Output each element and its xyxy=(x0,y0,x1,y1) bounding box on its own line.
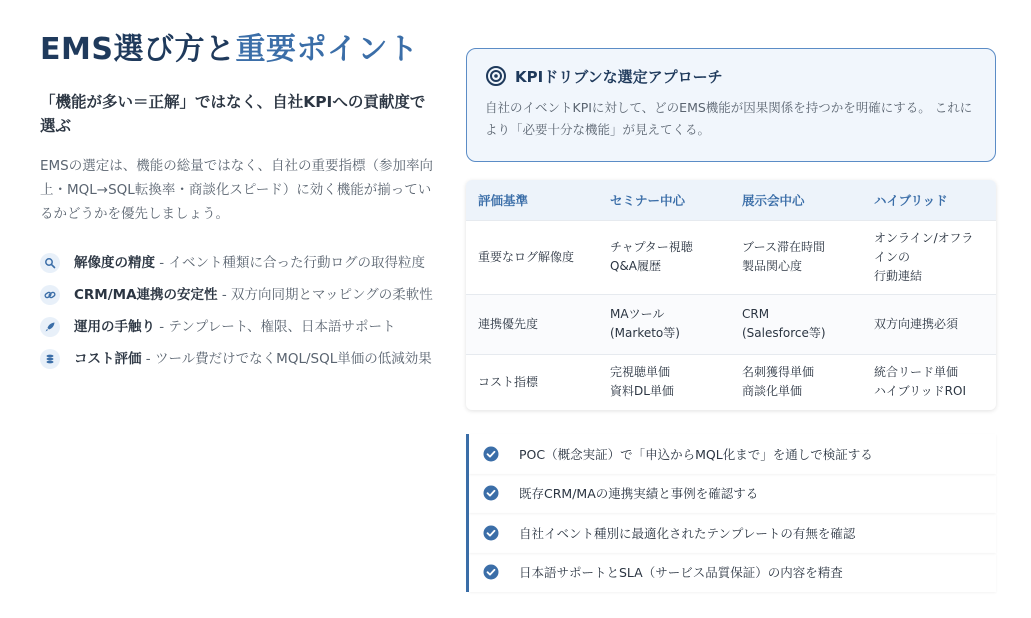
feature-text: 解像度の精度 - イベント種類に合った行動ログの取得粒度 xyxy=(74,255,425,271)
table-row xyxy=(466,294,996,354)
table-cell: ブース滞在時間 製品関心度 xyxy=(730,220,862,294)
coins-icon xyxy=(40,349,60,369)
search-icon xyxy=(40,253,60,273)
table-cell: 重要なログ解像度 xyxy=(466,220,598,294)
table-cell: チャプター視聴 Q&A履歴 xyxy=(598,220,730,294)
table-row xyxy=(466,354,996,410)
feature-item xyxy=(40,252,440,274)
comparison-table xyxy=(466,180,996,410)
feature-text: コスト評価 - ツール費だけでなくMQL/SQL単価の低減効果 xyxy=(74,351,432,367)
checklist-text: 自社イベント種別に最適化されたテンプレートの有無を確認 xyxy=(519,525,856,541)
checklist-item xyxy=(469,474,996,514)
feature-text: 運用の手触り - テンプレート、権限、日本語サポート xyxy=(74,319,396,335)
table-cell: 連携優先度 xyxy=(466,294,598,354)
kpi-callout-body: 自社のイベントKPIに対して、どのEMS機能が因果関係を持つかを明確にする。 これにより「必要十分な機能」が見えてくる。 xyxy=(485,100,973,137)
rocket-icon xyxy=(40,317,60,337)
subtitle: 「機能が多い＝正解」ではなく、自社KPIへの貢献度で選ぶ xyxy=(40,93,426,135)
feature-text: CRM/MA連携の安定性 - 双方向同期とマッピングの柔軟性 xyxy=(74,287,433,303)
table-cell: 名刺獲得単価 商談化単価 xyxy=(730,354,862,410)
table-cell: コスト指標 xyxy=(466,354,598,410)
table-cell: MAツール (Marketo等) xyxy=(598,294,730,354)
description: EMSの選定は、機能の総量ではなく、自社の重要指標（参加率向上・MQL→SQL転換率・商談化スピード）に効く機能が揃っているかどうかを優先しましょう。 xyxy=(40,158,433,222)
link-icon xyxy=(40,285,60,305)
kpi-callout-header xyxy=(485,65,977,87)
checklist-item xyxy=(469,434,996,474)
table-cell: オンライン/オフラ インの 行動連結 xyxy=(862,220,996,294)
check-circle-icon xyxy=(483,525,499,541)
check-circle-icon xyxy=(483,446,499,462)
kpi-callout-title: KPIドリブンな選定アプローチ xyxy=(515,67,723,86)
table-row xyxy=(466,220,996,294)
table-cell: CRM (Salesforce等) xyxy=(730,294,862,354)
table-header: ハイブリッド xyxy=(862,180,996,220)
feature-list xyxy=(40,252,440,380)
checklist-text: 既存CRM/MAの連携実績と事例を確認する xyxy=(519,486,759,502)
table-cell: 統合リード単価 ハイブリッドROI xyxy=(862,354,996,410)
checklist xyxy=(466,434,996,592)
title-accent: 重要ポイント xyxy=(235,32,419,67)
kpi-callout xyxy=(466,48,996,162)
feature-item xyxy=(40,284,440,306)
checklist-item xyxy=(469,513,996,553)
table-header: セミナー中心 xyxy=(598,180,730,220)
feature-item xyxy=(40,316,440,338)
target-icon xyxy=(485,65,507,87)
title-main: EMS選び方と xyxy=(40,32,236,67)
checklist-text: 日本語サポートとSLA（サービス品質保証）の内容を精査 xyxy=(519,565,843,581)
table-cell: 完視聴単価 資料DL単価 xyxy=(598,354,730,410)
table-header-row xyxy=(466,180,996,220)
check-circle-icon xyxy=(483,564,499,580)
page-title xyxy=(40,24,418,68)
checklist-text: POC（概念実証）で「申込からMQL化まで」を通しで検証する xyxy=(519,446,873,462)
table-header: 展示会中心 xyxy=(730,180,862,220)
check-circle-icon xyxy=(483,485,499,501)
checklist-item xyxy=(469,553,996,593)
table-cell: 双方向連携必須 xyxy=(862,294,996,354)
feature-item xyxy=(40,348,440,370)
table-header: 評価基準 xyxy=(466,180,598,220)
